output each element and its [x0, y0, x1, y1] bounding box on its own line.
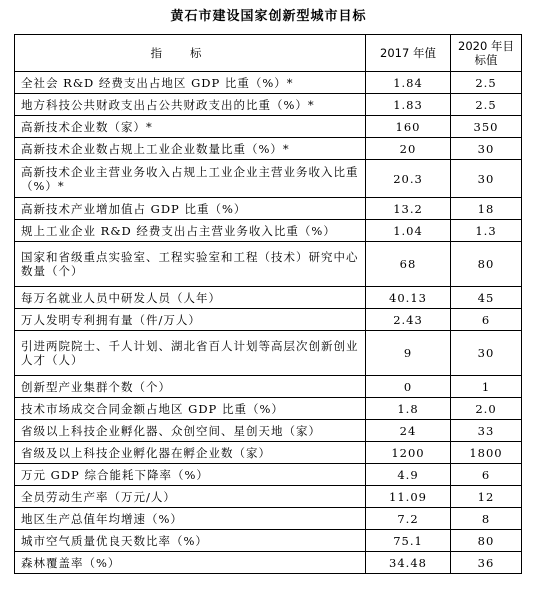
header-2020: 2020 年目标值 [451, 35, 522, 72]
value-2017: 160 [366, 116, 451, 138]
header-2017: 2017 年值 [366, 35, 451, 72]
value-2017: 75.1 [366, 530, 451, 552]
value-2017: 1.8 [366, 398, 451, 420]
indicator-name: 全社会 R&D 经费支出占地区 GDP 比重（%）* [15, 72, 366, 94]
value-2017: 34.48 [366, 552, 451, 574]
value-2017: 1.84 [366, 72, 451, 94]
header-row [15, 35, 522, 72]
indicator-name: 省级及以上科技企业孵化器在孵企业数（家） [15, 442, 366, 464]
table-row [15, 508, 522, 530]
table-row [15, 376, 522, 398]
table-row [15, 486, 522, 508]
value-2017: 1200 [366, 442, 451, 464]
value-2020: 8 [451, 508, 522, 530]
value-2017: 40.13 [366, 287, 451, 309]
table-row [15, 552, 522, 574]
table-row [15, 309, 522, 331]
indicator-name: 高新技术企业主营业务收入占规上工业企业主营业务收入比重（%）* [15, 160, 366, 198]
value-2017: 0 [366, 376, 451, 398]
value-2020: 350 [451, 116, 522, 138]
value-2020: 2.5 [451, 72, 522, 94]
table-row [15, 72, 522, 94]
value-2017: 1.83 [366, 94, 451, 116]
indicator-name: 国家和省级重点实验室、工程实验室和工程（技术）研究中心数量（个） [15, 242, 366, 287]
value-2017: 20 [366, 138, 451, 160]
table-row [15, 398, 522, 420]
table-row [15, 287, 522, 309]
table-row [15, 160, 522, 198]
value-2020: 6 [451, 464, 522, 486]
table-body [15, 72, 522, 574]
value-2020: 45 [451, 287, 522, 309]
table-row [15, 331, 522, 376]
table-row [15, 116, 522, 138]
value-2020: 6 [451, 309, 522, 331]
indicator-name: 技术市场成交合同金额占地区 GDP 比重（%） [15, 398, 366, 420]
indicator-name: 万人发明专利拥有量（件/万人） [15, 309, 366, 331]
value-2017: 1.04 [366, 220, 451, 242]
header-indicator: 指标 [15, 35, 366, 72]
document-title: 黄石市建设国家创新型城市目标 [170, 9, 367, 24]
value-2017: 68 [366, 242, 451, 287]
table-row [15, 242, 522, 287]
value-2020: 80 [451, 242, 522, 287]
indicator-name: 省级以上科技企业孵化器、众创空间、星创天地（家） [15, 420, 366, 442]
indicator-name: 地区生产总值年均增速（%） [15, 508, 366, 530]
table-row [15, 420, 522, 442]
indicator-name: 全员劳动生产率（万元/人） [15, 486, 366, 508]
value-2020: 12 [451, 486, 522, 508]
indicator-name: 万元 GDP 综合能耗下降率（%） [15, 464, 366, 486]
value-2020: 1800 [451, 442, 522, 464]
indicator-name: 引进两院院士、千人计划、湖北省百人计划等高层次创新创业人才（人） [15, 331, 366, 376]
indicator-name: 每万名就业人员中研发人员（人年） [15, 287, 366, 309]
value-2020: 1 [451, 376, 522, 398]
value-2020: 2.0 [451, 398, 522, 420]
value-2020: 30 [451, 331, 522, 376]
indicator-name: 城市空气质量优良天数比率（%） [15, 530, 366, 552]
value-2017: 24 [366, 420, 451, 442]
value-2020: 2.5 [451, 94, 522, 116]
value-2020: 30 [451, 160, 522, 198]
value-2020: 36 [451, 552, 522, 574]
table-row [15, 138, 522, 160]
value-2020: 18 [451, 198, 522, 220]
value-2020: 30 [451, 138, 522, 160]
indicator-name: 地方科技公共财政支出占公共财政支出的比重（%）* [15, 94, 366, 116]
table-row [15, 220, 522, 242]
indicator-name: 高新技术企业数（家）* [15, 116, 366, 138]
table-row [15, 198, 522, 220]
indicator-name: 高新技术产业增加值占 GDP 比重（%） [15, 198, 366, 220]
value-2017: 11.09 [366, 486, 451, 508]
table-row [15, 530, 522, 552]
value-2017: 2.43 [366, 309, 451, 331]
indicator-name: 规上工业企业 R&D 经费支出占主营业务收入比重（%） [15, 220, 366, 242]
table-row [15, 464, 522, 486]
targets-table [14, 34, 522, 574]
value-2017: 13.2 [366, 198, 451, 220]
table-row [15, 94, 522, 116]
table-row [15, 442, 522, 464]
value-2020: 80 [451, 530, 522, 552]
indicator-name: 高新技术企业数占规上工业企业数量比重（%）* [15, 138, 366, 160]
value-2020: 1.3 [451, 220, 522, 242]
value-2017: 9 [366, 331, 451, 376]
value-2017: 4.9 [366, 464, 451, 486]
value-2020: 33 [451, 420, 522, 442]
value-2017: 7.2 [366, 508, 451, 530]
value-2017: 20.3 [366, 160, 451, 198]
indicator-name: 森林覆盖率（%） [15, 552, 366, 574]
indicator-name: 创新型产业集群个数（个） [15, 376, 366, 398]
